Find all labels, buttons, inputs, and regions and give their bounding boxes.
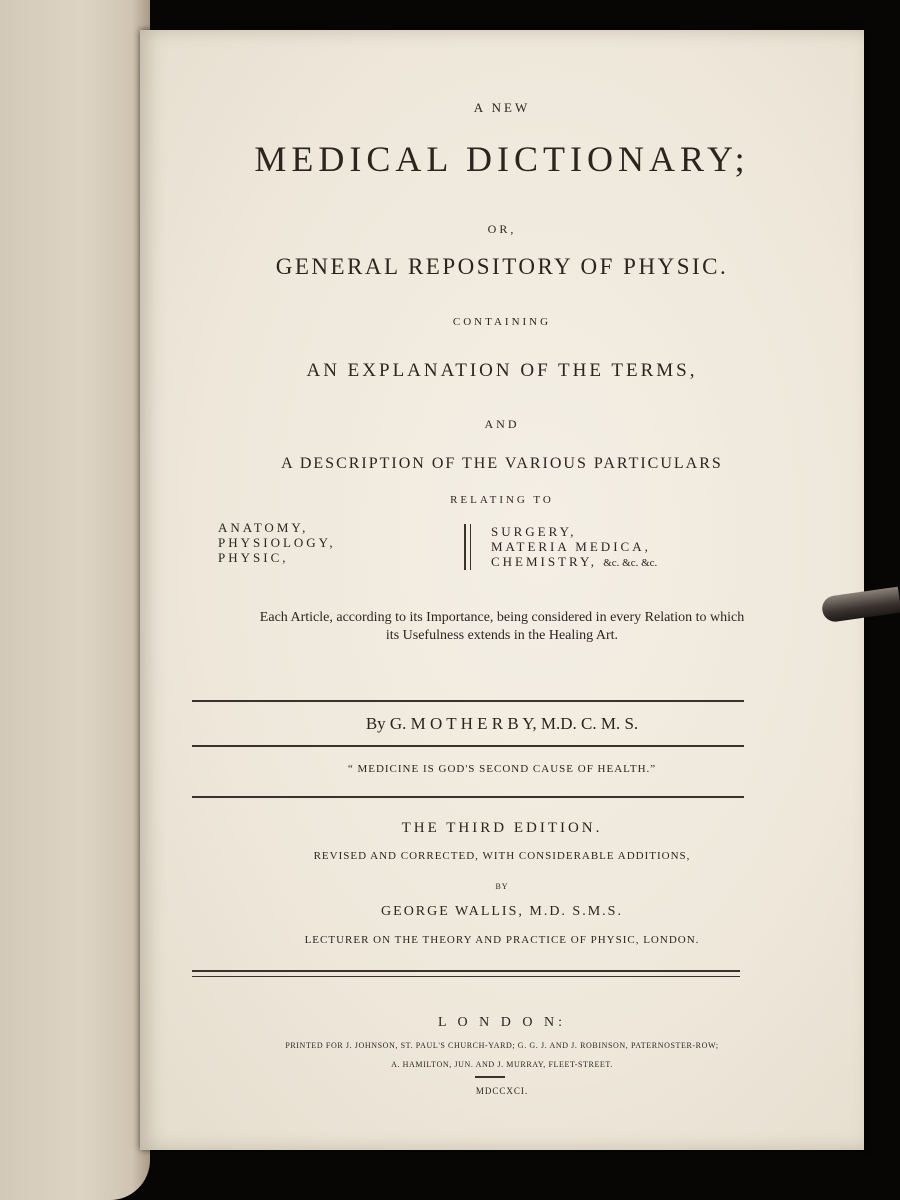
- imprint-line-2: A. HAMILTON, JUN. AND J. MURRAY, FLEET-STREET.: [391, 1060, 613, 1069]
- imprint-city: L O N D O N:: [438, 1015, 566, 1030]
- subject-physiology: PHYSIOLOGY,: [218, 535, 336, 550]
- and-label: AND: [484, 417, 520, 431]
- divider-rule-3: [192, 796, 744, 798]
- subjects-left-list: [218, 520, 336, 565]
- divider-rule-1: [192, 700, 744, 702]
- author-line: By G. M O T H E R B Y, M.D. C. M. S.: [365, 714, 639, 733]
- relating-to-label: RELATING TO: [450, 494, 554, 506]
- subject-anatomy: ANATOMY,: [218, 520, 309, 535]
- article-line-2: its Usefulness extends in the Healing Art.: [385, 628, 619, 643]
- year-rule: [475, 1076, 505, 1078]
- description-line: A DESCRIPTION OF THE VARIOUS PARTICULARS: [281, 455, 723, 472]
- or-label: OR,: [487, 222, 517, 236]
- imprint-line-1: PRINTED FOR J. JOHNSON, ST. PAUL'S CHURCH-YARD; G. G. J. AND J. ROBINSON, PATERNOSTER-ROW;: [285, 1041, 719, 1050]
- title-page: [140, 30, 864, 1150]
- containing-label: CONTAINING: [452, 316, 552, 328]
- etc-label: &c. &c. &c.: [603, 557, 658, 569]
- a-new-label: A NEW: [473, 100, 531, 115]
- subject-chemistry: [491, 554, 657, 571]
- explanation-line: AN EXPLANATION OF THE TERMS,: [306, 360, 698, 381]
- revised-line: REVISED AND CORRECTED, WITH CONSIDERABLE ADDITIONS,: [313, 850, 691, 862]
- lecturer-line: LECTURER ON THE THEORY AND PRACTICE OF PHYSIC, LONDON.: [304, 934, 700, 946]
- subjects-right-list: [491, 524, 657, 571]
- subject-surgery: SURGERY,: [491, 524, 577, 539]
- edition-line: THE THIRD EDITION.: [401, 820, 603, 836]
- subjects-brace: [464, 524, 471, 570]
- double-rule-top: [192, 970, 740, 972]
- motto: “ MEDICINE IS GOD'S SECOND CAUSE OF HEALTH.”: [347, 763, 657, 775]
- subject-physic: PHYSIC,: [218, 550, 289, 565]
- divider-rule-2: [192, 745, 744, 747]
- subject-materia-medica: MATERIA MEDICA,: [491, 539, 651, 554]
- left-page: [0, 0, 150, 1200]
- imprint-year: MDCCXCI.: [475, 1086, 529, 1096]
- editor-line: GEORGE WALLIS, M.D. S.M.S.: [381, 904, 623, 919]
- by-label: BY: [495, 882, 509, 891]
- double-rule-bottom: [192, 976, 740, 977]
- article-line-1: Each Article, according to its Importance, being considered in every Relation to which: [259, 610, 745, 625]
- subject-chemistry-label: CHEMISTRY,: [491, 554, 597, 569]
- main-title: MEDICAL DICTIONARY;: [254, 139, 750, 179]
- subtitle: GENERAL REPOSITORY OF PHYSIC.: [275, 254, 729, 279]
